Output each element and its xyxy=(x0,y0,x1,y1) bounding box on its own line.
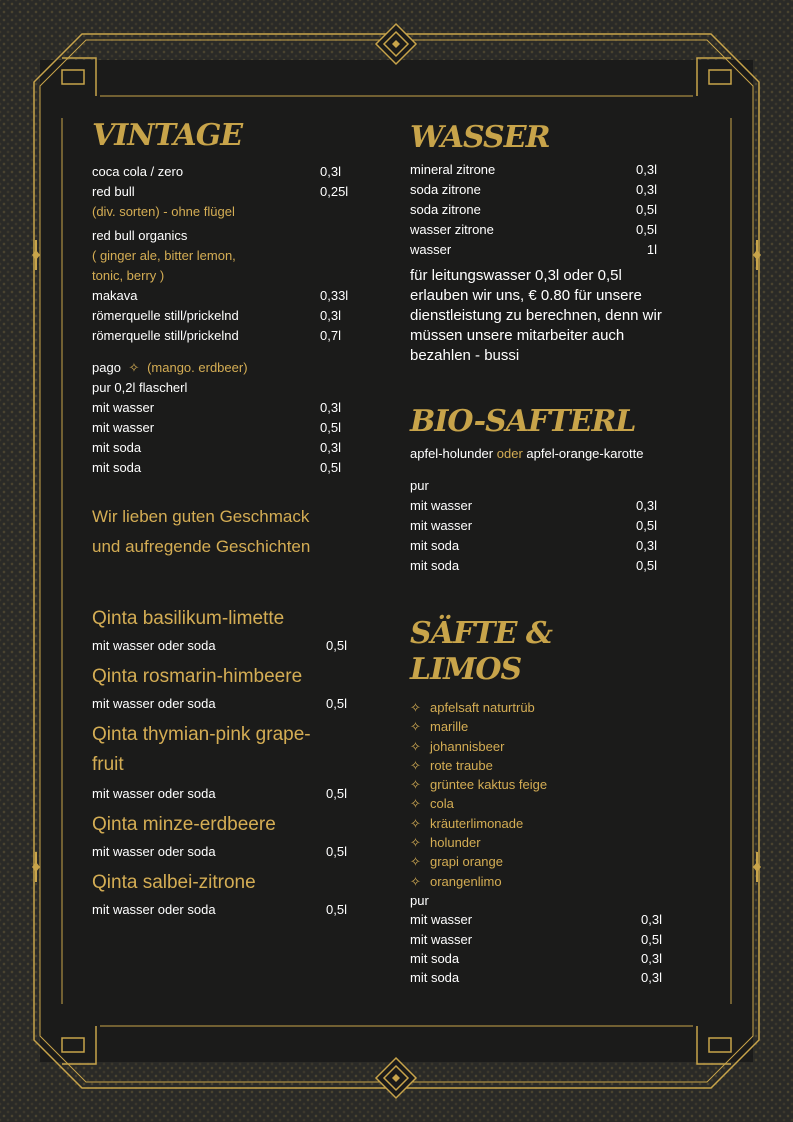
right-column xyxy=(410,120,670,987)
sparkle-icon: ✧ xyxy=(410,719,421,735)
sparkle-icon: ✧ xyxy=(410,873,421,889)
vintage-heading: VINTAGE xyxy=(92,118,243,153)
menu-row: mit wasser 0,3l xyxy=(410,498,657,513)
wasser-heading: WASSER xyxy=(410,120,550,155)
menu-row: soda zitrone 0,5l xyxy=(410,202,657,217)
quote-line: Wir lieben guten Geschmack xyxy=(92,507,310,526)
juice-item: ✧ kräuterlimonade xyxy=(410,814,670,833)
sparkle-icon: ✧ xyxy=(410,796,421,812)
menu-row: red bull 0,25l xyxy=(92,184,349,199)
bio-subtitle: apfel-holunder oder apfel-orange-karotte xyxy=(410,446,644,461)
menu-row: coca cola / zero 0,3l xyxy=(92,164,341,179)
menu-row: mit wasser oder soda 0,5l xyxy=(92,844,347,859)
juice-item: ✧ grüntee kaktus feige xyxy=(410,775,670,794)
menu-row: mit wasser 0,5l xyxy=(92,420,341,435)
juice-list xyxy=(410,698,670,891)
sparkle-icon: ✧ xyxy=(410,854,421,870)
qinta-title-cont: fruit xyxy=(92,754,124,775)
menu-row: mit soda 0,3l xyxy=(410,538,657,553)
pago-line xyxy=(92,358,352,378)
tap-water-note: für leitungswasser 0,3l oder 0,5l erlauben wir uns, € 0.80 für unsere dienstleistung zu berechnen, denn wir müssen unsere mitarbeiter auch bezahlen - bussi xyxy=(410,267,662,364)
sparkle-icon: ✧ xyxy=(410,815,421,831)
menu-row: mit wasser oder soda 0,5l xyxy=(92,902,347,917)
menu-row: mit wasser oder soda 0,5l xyxy=(92,638,347,653)
menu-row: mit wasser 0,3l xyxy=(92,400,341,415)
sparkle-icon: ✧ xyxy=(128,360,140,375)
pago-note: (mango. erdbeer) xyxy=(147,360,248,375)
menu-row: mit soda 0,3l xyxy=(410,970,662,986)
sparkle-icon: ✧ xyxy=(410,835,421,851)
pago-sub: pur 0,2l flascherl xyxy=(92,380,188,395)
saefte-heading: SÄFTE & LIMOS xyxy=(410,616,552,687)
menu-row: soda zitrone 0,3l xyxy=(410,182,657,197)
juice-item: ✧ holunder xyxy=(410,833,670,852)
juice-item: ✧ johannisbeer xyxy=(410,737,670,756)
menu-row: römerquelle still/prickelnd 0,3l xyxy=(92,308,341,323)
organics-name: red bull organics xyxy=(92,228,188,243)
menu-row: mit wasser 0,5l xyxy=(410,518,657,533)
organics-note: tonic, berry ) xyxy=(92,268,165,283)
left-column xyxy=(92,118,352,920)
red-bull-note: (div. sorten) - ohne flügel xyxy=(92,204,235,219)
juice-item: ✧ orangenlimo xyxy=(410,872,670,891)
qinta-title: Qinta basilikum-limette xyxy=(92,608,285,629)
menu-row: mit soda 0,5l xyxy=(92,460,341,475)
juice-item: ✧ apfelsaft naturtrüb xyxy=(410,698,670,717)
qinta-title: Qinta thymian-pink grape- xyxy=(92,724,311,745)
saefte-pur: pur xyxy=(410,892,429,908)
menu-row: mit wasser oder soda 0,5l xyxy=(92,696,347,711)
qinta-list xyxy=(92,604,352,920)
menu-row: wasser zitrone 0,5l xyxy=(410,222,657,237)
juice-item: ✧ cola xyxy=(410,794,670,813)
quote xyxy=(92,502,352,562)
menu-row: wasser 1l xyxy=(410,242,657,257)
menu-row: mit soda 0,3l xyxy=(92,440,341,455)
menu-row: mit soda 0,3l xyxy=(410,950,662,966)
menu-row: mit wasser 0,3l xyxy=(410,912,662,928)
menu-row: mit wasser 0,5l xyxy=(410,931,662,947)
qinta-title: Qinta minze-erdbeere xyxy=(92,814,276,835)
sparkle-icon: ✧ xyxy=(410,777,421,793)
qinta-title: Qinta salbei-zitrone xyxy=(92,872,256,893)
menu-row: römerquelle still/prickelnd 0,7l xyxy=(92,328,341,343)
menu-row: mit wasser oder soda 0,5l xyxy=(92,786,347,801)
juice-item: ✧ marille xyxy=(410,717,670,736)
menu-row: makava 0,33l xyxy=(92,288,349,303)
menu-row: mit soda 0,5l xyxy=(410,558,657,573)
juice-item: ✧ grapi orange xyxy=(410,852,670,871)
bio-heading: BIO-SAFTERL xyxy=(410,404,636,439)
menu-row: mineral zitrone 0,3l xyxy=(410,162,657,177)
juice-item: ✧ rote traube xyxy=(410,756,670,775)
pago-name: pago xyxy=(92,360,121,375)
qinta-title: Qinta rosmarin-himbeere xyxy=(92,666,303,687)
organics-note: ( ginger ale, bitter lemon, xyxy=(92,248,236,263)
bio-pur: pur xyxy=(410,478,429,493)
sparkle-icon: ✧ xyxy=(410,700,421,715)
sparkle-icon: ✧ xyxy=(410,738,421,754)
sparkle-icon: ✧ xyxy=(410,757,421,773)
quote-line: und aufregende Geschichten xyxy=(92,537,311,556)
